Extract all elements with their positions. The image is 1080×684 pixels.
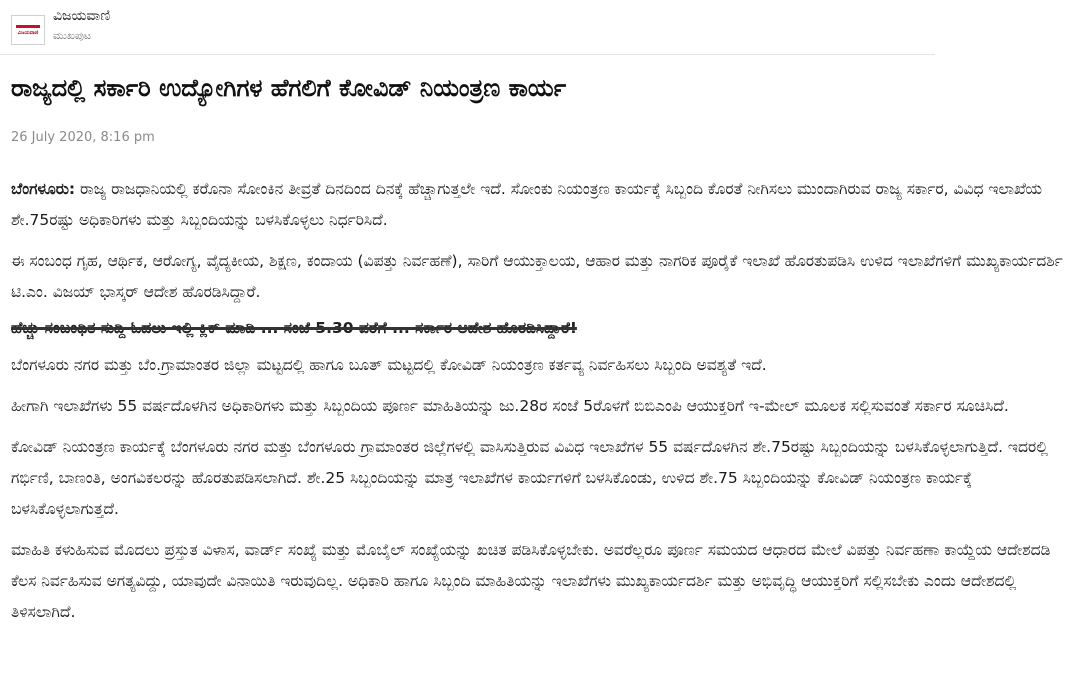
publisher-name[interactable]: ವಿಜಯವಾಣಿ [53,8,111,24]
logo-text: ವಿಜಯವಾಣಿ [17,29,39,36]
logo-bar [16,25,40,28]
publisher-header [0,0,935,55]
dateline-location: ಬೆಂಗಳೂರು: [11,180,76,198]
related-link[interactable]: ಹೆಚ್ಚು ಸಂಬಂಧಿತ ಸುದ್ದಿ ಓದಲು ಇಲ್ಲಿ ಕ್ಲಿಕ್ ಮಾಡಿ ... ಸಂಜೆ 5.30 ವರೆಗೆ ... ಸರ್ಕಾರ ಆದೇಶ ಹೊರಡಿಸಿದ್ದಾರೆ! [11,319,577,337]
paragraph-2: ಈ ಸಂಬಂಧ ಗೃಹ, ಆರ್ಥಿಕ, ಆರೋಗ್ಯ, ವೈದ್ಯಕೀಯ, ಶಿಕ್ಷಣ, ಕಂದಾಯ (ವಿಪತ್ತು ನಿರ್ವಹಣೆ), ಸಾರಿಗೆ ಆಯುಕ್ತಾಲಯ, ಆಹಾರ ಮತ್ತು ನಾಗರಿಕ ಪೂರೈಕೆ ಇಲಾಖೆ ಹೊರತುಪಡಿಸಿ ಉಳಿದ ಇಲಾಖೆಗಳಿಗೆ ಮುಖ್ಯಕಾರ್ಯದರ್ಶಿ ಟಿ.ಎಂ. ವಿಜಯ್ ಭಾಸ್ಕರ್ ಆದೇಶ ಹೊರಡಿಸಿದ್ದಾರೆ. [11,252,1063,301]
publisher-subtitle[interactable]: ಮುಖಪುಟ [53,29,92,42]
publish-date: 26 July 2020, 8:16 pm [11,130,155,145]
paragraph-5: ಹೀಗಾಗಿ ಇಲಾಖೆಗಳು 55 ವರ್ಷದೊಳಗಿನ ಅಧಿಕಾರಿಗಳು ಮತ್ತು ಸಿಬ್ಬಂದಿಯ ಪೂರ್ಣ ಮಾಹಿತಿಯನ್ನು ಜು.28ರ ಸಂಜೆ 5ರೊಳಗೆ ಬಿಬಿಎಂಪಿ ಆಯುಕ್ತರಿಗೆ ಇ-ಮೇಲ್ ಮೂಲಕ ಸಲ್ಲಿಸುವಂತೆ ಸರ್ಕಾರ ಸೂಚಿಸಿದೆ. [11,397,1009,415]
paragraph-7: ಮಾಹಿತಿ ಕಳುಹಿಸುವ ಮೊದಲು ಪ್ರಸ್ತುತ ವಿಳಾಸ, ವಾರ್ಡ್ ಸಂಖ್ಯೆ ಮತ್ತು ಮೊಬೈಲ್ ಸಂಖ್ಯೆಯನ್ನು ಖಚಿತ ಪಡಿಸಿಕೊಳ್ಳಬೇಕು. ಅವರೆಲ್ಲರೂ ಪೂರ್ಣ ಸಮಯದ ಆಧಾರದ ಮೇಲೆ ವಿಪತ್ತು ನಿರ್ವಹಣಾ ಕಾಯ್ದೆಯ ಆದೇಶದಡಿ ಕೆಲಸ ನಿರ್ವಹಿಸುವ ಅಗತ್ಯವಿದ್ದು, ಯಾವುದೇ ವಿನಾಯಿತಿ ಇರುವುದಿಲ್ಲ. ಅಧಿಕಾರಿ ಹಾಗೂ ಸಿಬ್ಬಂದಿ ಮಾಹಿತಿಯನ್ನು ಇಲಾಖೆಗಳು ಮುಖ್ಯಕಾರ್ಯದರ್ಶಿ ಮತ್ತು ಅಭಿವೃದ್ಧಿ ಆಯುಕ್ತರಿಗೆ ಸಲ್ಲಿಸಬೇಕು ಎಂದು ಆದೇಶದಲ್ಲಿ ತಿಳಿಸಲಾಗಿದೆ. [11,541,1051,621]
paragraph-6: ಕೋವಿಡ್ ನಿಯಂತ್ರಣ ಕಾರ್ಯಕ್ಕೆ ಬೆಂಗಳೂರು ನಗರ ಮತ್ತು ಬೆಂಗಳೂರು ಗ್ರಾಮಾಂತರ ಜಿಲ್ಲೆಗಳಲ್ಲಿ ವಾಸಿಸುತ್ತಿರುವ ವಿವಿಧ ಇಲಾಖೆಗಳ 55 ವರ್ಷದೊಳಗಿನ ಶೇ.75ರಷ್ಟು ಸಿಬ್ಬಂದಿಯನ್ನು ಬಳಸಿಕೊಳ್ಳಲಾಗುತ್ತಿದೆ. ಇದರಲ್ಲಿ ಗರ್ಭಿಣಿ, ಬಾಣಂತಿ, ಅಂಗವಿಕಲರನ್ನು ಹೊರತುಪಡಿಸಲಾಗಿದೆ. ಶೇ.25 ಸಿಬ್ಬಂದಿಯನ್ನು ಮಾತ್ರ ಇಲಾಖೆಗಳ ಕಾರ್ಯಗಳಿಗೆ ಬಳಸಿಕೊಂಡು, ಉಳಿದ ಶೇ.75 ಸಿಬ್ಬಂದಿಯನ್ನು ಕೋವಿಡ್ ನಿಯಂತ್ರಣ ಕಾರ್ಯಕ್ಕೆ ಬಳಸಿಕೊಳ್ಳಲಾಗುತ್ತದೆ. [11,438,1048,518]
article-headline: ರಾಜ್ಯದಲ್ಲಿ ಸರ್ಕಾರಿ ಉದ್ಯೋಗಿಗಳ ಹೆಗಲಿಗೆ ಕೋವಿಡ್ ನಿಯಂತ್ರಣ ಕಾರ್ಯ [11,74,567,102]
paragraph-1 [11,174,1071,236]
paragraph-1-text: ರಾಜ್ಯ ರಾಜಧಾನಿಯಲ್ಲಿ ಕರೊನಾ ಸೋಂಕಿನ ತೀವ್ರತೆ ದಿನದಿಂದ ದಿನಕ್ಕೆ ಹೆಚ್ಚಾಗುತ್ತಲೇ ಇದೆ. ಸೋಂಕು ನಿಯಂತ್ರಣ ಕಾರ್ಯಕ್ಕೆ ಸಿಬ್ಬಂದಿ ಕೊರತೆ ನೀಗಿಸಲು ಮುಂದಾಗಿರುವ ರಾಜ್ಯ ಸರ್ಕಾರ, ವಿವಿಧ ಇಲಾಖೆಯ ಶೇ.75ರಷ್ಟು ಅಧಿಕಾರಿಗಳು ಮತ್ತು ಸಿಬ್ಬಂದಿಯನ್ನು ಬಳಸಿಕೊಳ್ಳಲು ನಿರ್ಧರಿಸಿದೆ. [11,180,1042,229]
article-body [11,174,1071,628]
paragraph-4: ಬೆಂಗಳೂರು ನಗರ ಮತ್ತು ಬೆಂ.ಗ್ರಾಮಾಂತರ ಜಿಲ್ಲಾ ಮಟ್ಟದಲ್ಲಿ ಹಾಗೂ ಬೂತ್ ಮಟ್ಟದಲ್ಲಿ ಕೋವಿಡ್ ನಿಯಂತ್ರಣ ಕರ್ತವ್ಯ ನಿರ್ವಹಿಸಲು ಸಿಬ್ಬಂದಿ ಅವಶ್ಯತೆ ಇದೆ. [11,356,767,374]
publisher-logo[interactable] [11,15,45,45]
